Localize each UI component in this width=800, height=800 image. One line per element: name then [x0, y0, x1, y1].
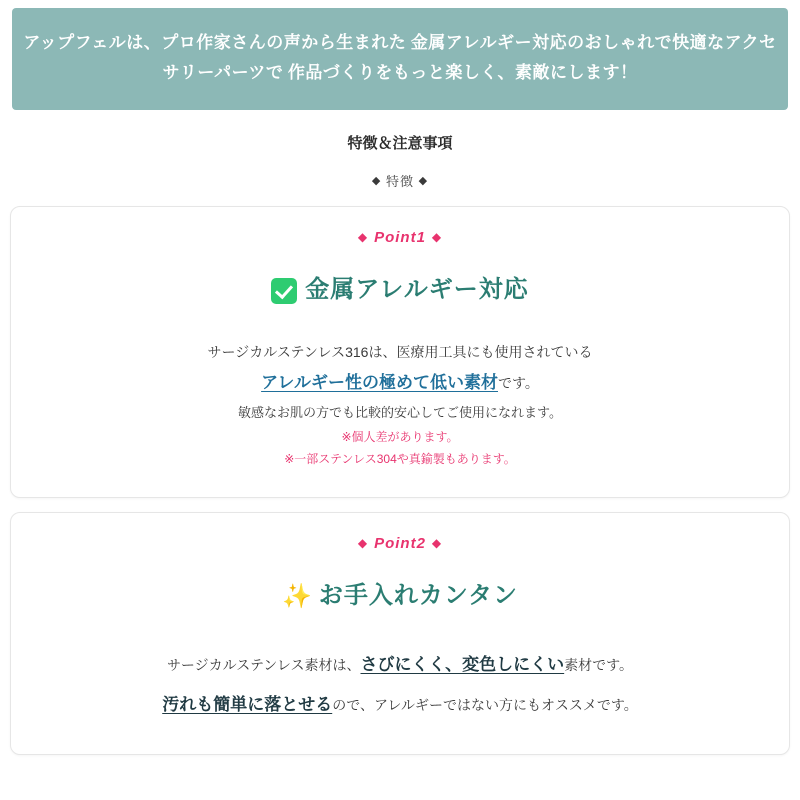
point-body-1 — [29, 338, 771, 472]
diamond-right-icon: ◆ — [418, 174, 429, 187]
hero-line-3: 作品づくりをもっと楽しく、素敵にします！ — [287, 62, 638, 82]
emphasis-text: 汚れも簡単に落とせる — [162, 695, 333, 715]
hero-banner — [12, 8, 788, 110]
section-subtitle — [0, 171, 800, 190]
point-body-2 — [29, 648, 771, 722]
body-line-mixed — [29, 688, 771, 722]
emphasis-text: さびにくく、変色しにくい — [360, 655, 565, 675]
emphasis-text: アレルギー性の極めて低い素材 — [261, 372, 498, 392]
point-heading-text: 金属アレルギー対応 — [305, 275, 529, 303]
emphasis-tail: ので、アレルギーではない方にもオススメです。 — [332, 697, 638, 714]
point-label-2 — [29, 535, 771, 552]
body-line-mixed — [29, 648, 771, 682]
point-heading-text: お手入れカンタン — [318, 582, 518, 610]
point-label-text: Point2 — [374, 535, 426, 553]
section-subtitle-label: 特徴 — [385, 173, 414, 189]
point-heading-1 — [29, 274, 771, 308]
point-label-text: Point1 — [374, 228, 426, 246]
diamond-right-icon: ◆ — [431, 229, 443, 244]
body-note: ※個人差があります。 — [341, 429, 459, 444]
feature-card-point1 — [10, 206, 790, 499]
body-line: サージカルステンレス316は、医療用工具にも使用されている — [207, 343, 593, 360]
diamond-right-icon: ◆ — [431, 536, 443, 551]
body-line: 敏感なお肌の方でも比較的安心してご使用になれます。 — [238, 404, 562, 420]
green-check-icon — [271, 277, 297, 308]
emphasis-tail: 素材です。 — [564, 657, 634, 674]
point-heading-2 — [29, 580, 771, 612]
sparkles-icon: ✨ — [282, 583, 313, 611]
emphasis-tail: です。 — [498, 374, 539, 391]
diamond-left-icon: ◆ — [357, 229, 369, 244]
body-line-emphasis — [29, 366, 771, 400]
hero-line-1: アップフェルは、プロ作家さんの声から生まれた — [23, 33, 407, 52]
hero-line-2: 金属アレルギー対応のおしゃれで快適なアクセサリーパーツで — [162, 33, 777, 82]
diamond-left-icon: ◆ — [371, 174, 382, 187]
point-label-1 — [29, 229, 771, 246]
section-title: 特徴＆注意事項 — [347, 134, 453, 152]
body-lead: サージカルステンレス素材は、 — [166, 657, 361, 674]
feature-card-point2 — [10, 512, 790, 755]
diamond-left-icon: ◆ — [357, 536, 369, 551]
body-note: ※一部ステンレス304や真鍮製もあります。 — [284, 452, 516, 467]
